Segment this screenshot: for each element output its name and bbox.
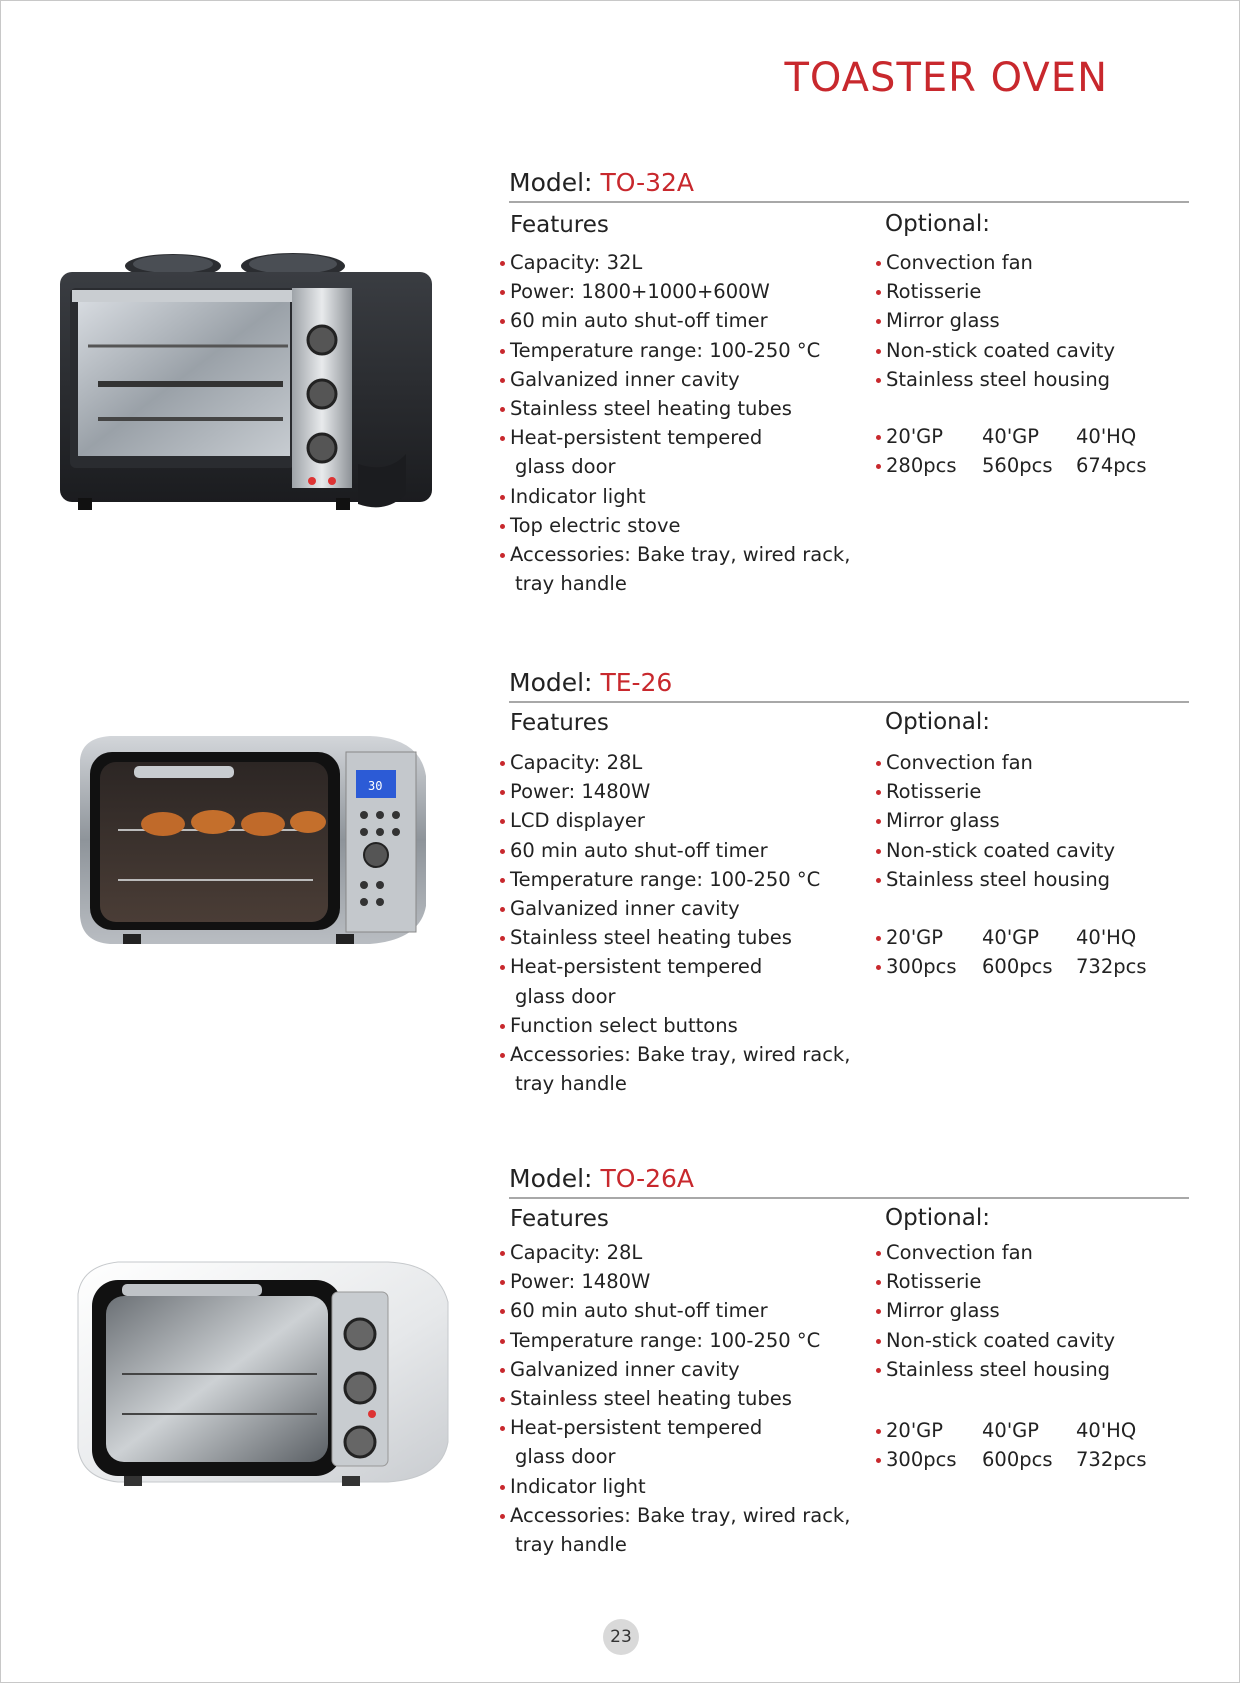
feature-text: glass door	[515, 455, 616, 479]
feature-text: Stainless steel heating tubes	[510, 926, 792, 950]
feature-text: Accessories: Bake tray, wired rack,	[510, 1503, 851, 1527]
feature-text: Power: 1480W	[510, 1270, 651, 1294]
feature-item	[510, 1296, 850, 1325]
feature-item	[510, 423, 850, 481]
feature-item	[510, 1326, 850, 1355]
shipping-header: 40'GP	[982, 1419, 1040, 1442]
shipping-header: 40'GP	[982, 926, 1040, 949]
feature-item	[510, 1267, 850, 1296]
optional-list	[886, 248, 1115, 394]
optional-title: Optional:	[885, 1205, 990, 1231]
feature-text: Galvanized inner cavity	[510, 897, 740, 921]
optional-item: Stainless steel housing	[886, 1355, 1115, 1384]
model-heading	[509, 1164, 1189, 1199]
shipping-value-row	[886, 1445, 1156, 1474]
shipping-header: 20'GP	[886, 1419, 944, 1442]
feature-text: Temperature range: 100-250 °C	[510, 338, 821, 362]
optional-item: Non-stick coated cavity	[886, 336, 1115, 365]
feature-item	[510, 1413, 850, 1471]
feature-item	[510, 1238, 850, 1267]
feature-text: Stainless steel heating tubes	[510, 1387, 792, 1411]
feature-item	[510, 1040, 850, 1098]
feature-item	[510, 248, 850, 277]
feature-text: Indicator light	[510, 1474, 646, 1498]
model-code: TO-26A	[600, 1164, 695, 1193]
optional-list	[886, 1238, 1115, 1384]
optional-title: Optional:	[885, 211, 990, 237]
features-list	[510, 748, 850, 1098]
feature-text: Capacity: 28L	[510, 751, 643, 774]
optional-item: Stainless steel housing	[886, 365, 1115, 394]
feature-item	[510, 511, 850, 540]
features-title: Features	[510, 710, 609, 736]
lcd-readout: 30	[368, 779, 383, 793]
feature-item	[510, 806, 850, 835]
toaster-oven-to-32a-image	[58, 244, 438, 524]
feature-text: Galvanized inner cavity	[510, 367, 740, 391]
optional-title: Optional:	[885, 709, 990, 735]
toaster-oven-te-26-image	[68, 730, 448, 960]
feature-item	[510, 277, 850, 306]
shipping-value: 280pcs	[886, 454, 957, 477]
optional-item: Convection fan	[886, 248, 1115, 277]
feature-item	[510, 748, 850, 777]
feature-text: 60 min auto shut-off timer	[510, 1299, 768, 1323]
feature-text: Power: 1480W	[510, 780, 651, 804]
features-title: Features	[510, 212, 609, 238]
feature-text: Heat-persistent tempered	[510, 426, 763, 450]
feature-item	[510, 1011, 850, 1040]
feature-item	[510, 1384, 850, 1413]
feature-item	[510, 540, 850, 598]
feature-text: Capacity: 28L	[510, 1241, 643, 1264]
page-number: 23	[603, 1619, 639, 1655]
features-title: Features	[510, 1206, 609, 1232]
feature-item	[510, 836, 850, 865]
shipping-header-row	[886, 923, 1156, 952]
feature-text: tray handle	[515, 1533, 627, 1557]
feature-item	[510, 865, 850, 894]
model-heading	[509, 668, 1189, 703]
shipping-value: 560pcs	[982, 454, 1053, 477]
feature-text: Galvanized inner cavity	[510, 1357, 740, 1381]
shipping-value: 600pcs	[982, 1448, 1053, 1471]
model-label: Model:	[509, 168, 601, 197]
shipping-header: 20'GP	[886, 926, 944, 949]
feature-text: Function select buttons	[510, 1013, 738, 1037]
shipping-header-row	[886, 422, 1156, 451]
optional-item: Mirror glass	[886, 306, 1115, 335]
feature-item	[510, 894, 850, 923]
feature-text: Heat-persistent tempered	[510, 1416, 763, 1440]
feature-text: Indicator light	[510, 484, 646, 508]
shipping-value: 674pcs	[1076, 454, 1147, 477]
feature-item	[510, 306, 850, 335]
shipping-value: 600pcs	[982, 955, 1053, 978]
feature-item	[510, 336, 850, 365]
optional-item: Rotisserie	[886, 1267, 1115, 1296]
optional-item: Convection fan	[886, 748, 1115, 777]
shipping-header: 40'GP	[982, 425, 1040, 448]
feature-text: tray handle	[515, 1072, 627, 1096]
feature-text: Heat-persistent tempered	[510, 955, 763, 979]
feature-text: Temperature range: 100-250 °C	[510, 1328, 821, 1352]
feature-item	[510, 1472, 850, 1501]
shipping-header: 40'HQ	[1076, 926, 1137, 949]
shipping-header: 40'HQ	[1076, 425, 1137, 448]
shipping-header-row	[886, 1416, 1156, 1445]
optional-item: Rotisserie	[886, 777, 1115, 806]
model-label: Model:	[509, 1164, 601, 1193]
feature-item	[510, 777, 850, 806]
feature-item	[510, 365, 850, 394]
feature-text: Power: 1800+1000+600W	[510, 280, 770, 304]
optional-item: Rotisserie	[886, 277, 1115, 306]
feature-text: Accessories: Bake tray, wired rack,	[510, 1043, 851, 1067]
optional-item: Stainless steel housing	[886, 865, 1115, 894]
feature-item	[510, 394, 850, 423]
model-code: TE-26	[600, 668, 673, 697]
shipping-value: 300pcs	[886, 955, 957, 978]
feature-text: 60 min auto shut-off timer	[510, 838, 768, 862]
shipping-value: 732pcs	[1076, 1448, 1147, 1471]
model-code: TO-32A	[600, 168, 695, 197]
optional-item: Mirror glass	[886, 806, 1115, 835]
features-list	[510, 1238, 850, 1559]
shipping-value: 732pcs	[1076, 955, 1147, 978]
optional-list	[886, 748, 1115, 894]
optional-item: Convection fan	[886, 1238, 1115, 1267]
toaster-oven-to-26a-image	[72, 1254, 458, 1494]
feature-text: Top electric stove	[510, 513, 681, 537]
features-list	[510, 248, 850, 598]
feature-text: Temperature range: 100-250 °C	[510, 867, 821, 891]
feature-item	[510, 952, 850, 1010]
feature-text: 60 min auto shut-off timer	[510, 309, 768, 333]
page-title: TOASTER OVEN	[784, 55, 1108, 101]
shipping-value-row	[886, 451, 1156, 480]
model-heading	[509, 168, 1189, 203]
feature-item	[510, 482, 850, 511]
feature-text: Capacity: 32L	[510, 251, 643, 274]
feature-text: glass door	[515, 1445, 616, 1469]
optional-item: Non-stick coated cavity	[886, 836, 1115, 865]
feature-text: Stainless steel heating tubes	[510, 397, 792, 421]
feature-item	[510, 1355, 850, 1384]
optional-item: Mirror glass	[886, 1296, 1115, 1325]
shipping-value-row	[886, 952, 1156, 981]
feature-item	[510, 923, 850, 952]
model-label: Model:	[509, 668, 601, 697]
feature-text: Accessories: Bake tray, wired rack,	[510, 543, 851, 567]
feature-text: tray handle	[515, 572, 627, 596]
feature-text: glass door	[515, 984, 616, 1008]
shipping-header: 40'HQ	[1076, 1419, 1137, 1442]
feature-item	[510, 1501, 850, 1559]
shipping-header: 20'GP	[886, 425, 944, 448]
optional-item: Non-stick coated cavity	[886, 1326, 1115, 1355]
shipping-value: 300pcs	[886, 1448, 957, 1471]
feature-text: LCD displayer	[510, 809, 645, 833]
